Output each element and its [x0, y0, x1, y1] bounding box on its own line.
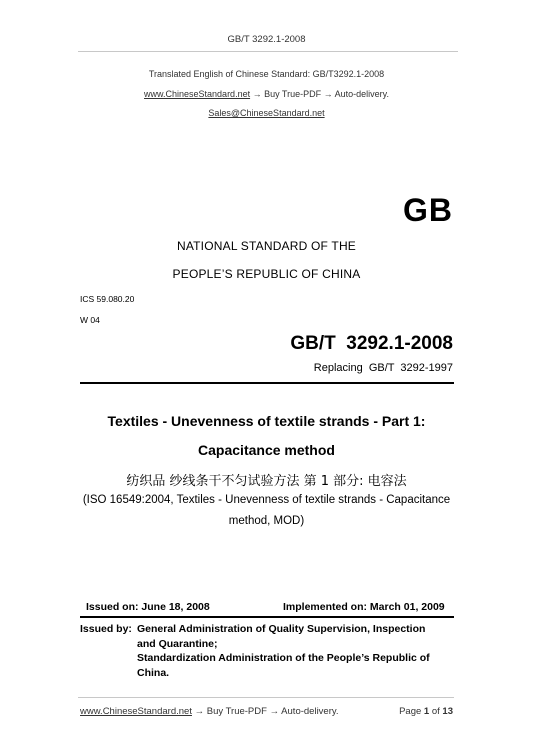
- national-standard-line2: PEOPLE’S REPUBLIC OF CHINA: [172, 267, 361, 281]
- issued-by-label: Issued by:: [80, 623, 132, 635]
- issued-by-line4: China.: [137, 666, 170, 679]
- title-line1: Textiles - Unevenness of textile strands - Part 1:: [107, 413, 426, 429]
- footer-website-link[interactable]: www.ChineseStandard.net: [80, 706, 192, 717]
- ics-code: ICS 59.080.20: [80, 294, 135, 304]
- translation-notice: Translated English of Chinese Standard: GB/T3292.1-2008: [148, 69, 385, 79]
- page-indicator: [399, 706, 453, 717]
- chinese-title: 纺织品 纱线条干不匀试验方法 第 1 部分: 电容法: [126, 474, 407, 489]
- email-line: [0, 108, 533, 118]
- footer-left: [80, 706, 339, 717]
- implemented-on-date: Implemented on: March 01, 2009: [283, 601, 445, 613]
- website-link[interactable]: www.ChineseStandard.net: [144, 89, 251, 99]
- title-line2: Capacitance method: [198, 442, 335, 458]
- w-code: W 04: [80, 315, 100, 325]
- top-thick-rule: [80, 382, 454, 384]
- page-number: 1: [423, 706, 430, 717]
- standard-code: GB/T 3292.1-2008: [290, 333, 453, 354]
- national-standard-line1: NATIONAL STANDARD OF THE: [176, 239, 357, 253]
- iso-reference-line1: (ISO 16549:2004, Textiles - Unevenness of textile strands - Capacitance: [82, 494, 451, 506]
- total-pages: 13: [442, 706, 453, 717]
- purchase-line: [0, 89, 533, 99]
- header-divider: [78, 51, 458, 52]
- email-link[interactable]: Sales@ChineseStandard.net: [208, 108, 325, 118]
- gb-mark: GB: [403, 192, 453, 228]
- bottom-thick-rule: [80, 616, 454, 618]
- footer-buy-text: → Buy True-PDF → Auto-delivery.: [191, 706, 339, 717]
- running-header: GB/T 3292.1-2008: [227, 34, 306, 45]
- of-label: of: [431, 706, 440, 717]
- buy-text: → Buy True-PDF → Auto-delivery.: [250, 89, 389, 99]
- iso-reference-line2: method, MOD): [228, 515, 305, 527]
- issued-by-line2: and Quarantine;: [137, 637, 218, 650]
- replacing-note: Replacing GB/T 3292-1997: [313, 362, 453, 374]
- issued-by-block: [80, 622, 460, 680]
- issued-by-line1: General Administration of Quality Supervision, Inspection: [137, 623, 426, 635]
- issued-by-line3: Standardization Administration of the People’s Republic of: [137, 652, 430, 664]
- issued-on-date: Issued on: June 18, 2008: [86, 601, 210, 613]
- footer-divider: [78, 697, 454, 698]
- page-label: Page: [399, 706, 422, 717]
